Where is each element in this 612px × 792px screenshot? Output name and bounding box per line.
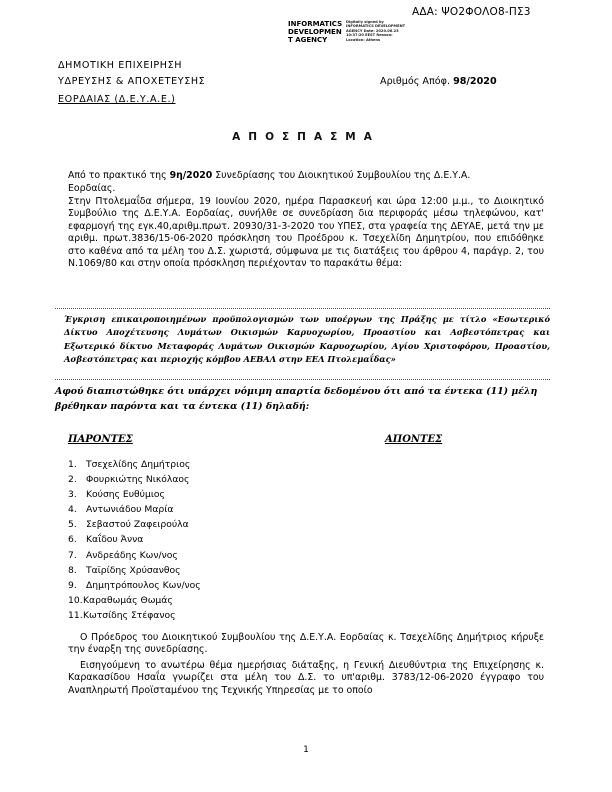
decision-number-label: Αριθμός Απόφ. xyxy=(380,76,451,87)
member-name: Δημητρόπουλος Κων/νος xyxy=(86,579,201,591)
list-item xyxy=(68,593,201,608)
ada-code: ΑΔΑ: ΨΟ2ΦΟΛΟ8-ΠΣ3 xyxy=(412,6,531,18)
list-item xyxy=(68,548,201,563)
member-name: Ανδρεάδης Κων/νος xyxy=(86,549,178,561)
document-title: ΑΠΟΣΠΑΣΜΑ xyxy=(232,131,380,143)
org-name-line-1: ΔΗΜΟΤΙΚΗ ΕΠΙΧΕΙΡΗΣΗ xyxy=(58,60,183,71)
stamp-detail-text: Digitally signed by INFORMATICS DEVELOPMENT AGENCY Date: 2020.06.23 10:37:20 EEST Reason: Location: Athens xyxy=(346,20,406,42)
member-number: 7. xyxy=(68,549,77,561)
list-item xyxy=(68,578,201,593)
member-number: 9. xyxy=(68,579,77,591)
member-number: 3. xyxy=(68,489,77,501)
quorum-statement: Αφού διαπιστώθηκε ότι υπάρχει νόμιμη απαρτία δεδομένου ότι από τα έντεκα (11) μέλη βρέθηκαν παρόντα και τα έντεκα (11) δηλαδή: xyxy=(55,386,538,412)
list-item xyxy=(68,563,201,578)
intro-text: Από το πρακτικό της xyxy=(68,170,170,181)
member-name: Καραθωμάς Θωμάς xyxy=(83,594,173,606)
list-item xyxy=(68,532,201,547)
list-item xyxy=(68,502,201,517)
member-number: 2. xyxy=(68,474,77,486)
org-name-line-3: ΕΟΡΔΑΙΑΣ (Δ.Ε.Υ.Α.Ε.) xyxy=(58,94,176,105)
member-name: Ταϊρίδης Χρύσανθος xyxy=(86,564,181,576)
list-item xyxy=(68,487,201,502)
decision-number xyxy=(380,76,497,87)
present-heading: ΠΑΡΟΝΤΕΣ xyxy=(68,434,133,445)
intro-text: Συνεδρίασης του Διοικητικού Συμβουλίου της Δ.Ε.Υ.Α. xyxy=(212,170,471,181)
dotted-divider xyxy=(55,379,550,380)
list-item xyxy=(68,457,201,472)
member-number: 8. xyxy=(68,564,77,576)
agenda-subject: Έγκριση επικαιροποιημένων προϋπολογισμών των υποέργων της Πράξης με τίτλο «Εσωτερικό Δίκτυο Αποχέτευσης Λυμάτων Οικισμών Καρυοχωρίου, Προαστίου και Ασβεστόπετρας και Εξωτερικό δίκτυο Μεταφοράς Λυμάτων Οικισμών Καρυοχωρίου, Αγίου Χριστοφόρου, Προαστίου, Ασβεστόπετρας και περιοχής κόμβου ΑΕΒΑΛ στην ΕΕΛ Πτολεμαΐδας» xyxy=(64,314,550,365)
member-number: 1. xyxy=(68,459,77,470)
list-item xyxy=(68,472,201,487)
org-name-line-2: ΥΔΡΕΥΣΗΣ & ΑΠΟΧΕΤΕΥΣΗΣ xyxy=(58,76,206,87)
member-number: 11. xyxy=(68,609,83,621)
closing-paragraph-2: Εισηγούμενη το ανωτέρω θέμα ημερήσιας διάταξης, η Γενική Διευθύντρια της Επιχείρησης κ. Καρακασίδου Ησαΐα γνωρίζει στα μέλη του Δ.Σ. το υπ'αριθμ. 3783/12-06-2020 έγγραφο του Αναπληρωτή Προϊσταμένου της Τεχνικής Υπηρεσίας με το οποίο xyxy=(68,660,544,696)
list-item xyxy=(68,608,201,623)
list-item xyxy=(68,517,201,532)
member-number: 10. xyxy=(68,594,83,606)
stamp-line: T AGENCY xyxy=(288,36,328,44)
stamp-line: DEVELOPMEN xyxy=(288,28,342,36)
member-number: 6. xyxy=(68,534,77,546)
member-name: Καΐδου Άννα xyxy=(86,534,144,546)
present-members-list xyxy=(68,457,201,623)
member-name: Σεβαστού Ζαφειρούλα xyxy=(86,519,189,531)
member-name: Τσεχελίδης Δημήτριος xyxy=(86,459,191,470)
intro-line-2: Εορδαίας. xyxy=(68,183,116,194)
member-name: Φουρκιώτης Νικόλαος xyxy=(86,474,190,486)
member-name: Κούσης Ευθύμιος xyxy=(86,489,165,501)
intro-line-1 xyxy=(68,170,470,182)
dotted-divider xyxy=(55,308,550,309)
stamp-line: INFORMATICS xyxy=(288,20,343,28)
closing-paragraph-1: Ο Πρόεδρος του Διοικητικού Συμβουλίου της Δ.Ε.Υ.Α. Εορδαίας κ. Τσεχελίδης Δημήτριος κήρυξε την έναρξη της συνεδρίασης. xyxy=(68,632,544,656)
page-number: 1 xyxy=(303,745,309,755)
member-number: 4. xyxy=(68,504,77,516)
intro-body: Στην Πτολεμαΐδα σήμερα, 19 Ιουνίου 2020, ημέρα Παρασκευή και ώρα 12:00 μ.μ., το Διοικητικό Συμβούλιο της Δ.Ε.Υ.Α. Εορδαίας, συνήλθε σε συνεδρίαση δια περιφοράς μέσω τηλεφώνου, κατ' εφαρμογή της εγκ.40,αριθμ.πρωτ. 20930/31-3-2020 του ΥΠΕΣ, στα γραφεία της ΔΕΥΑΕ, μετά την με αριθμ. πρωτ.3836/15-06-2020 πρόσκληση του Προέδρου κ. Τσεχελίδη Δημητρίου, που επιδόθηκε στο καθένα από τα μέλη του Δ.Σ. χωριστά, σύμφωνα με τις διατάξεις του άρθρου 4, παράγρ. 2, του Ν.1069/80 και στην οποία πρόσκληση περιέχονταν το παρακάτω θέμα: xyxy=(68,196,544,270)
member-number: 5. xyxy=(68,519,77,531)
member-name: Κωτσίδης Στέφανος xyxy=(83,609,176,621)
decision-number-value: 98/2020 xyxy=(453,76,497,87)
member-name: Αντωνιάδου Μαρία xyxy=(86,504,174,516)
session-number: 9η/2020 xyxy=(169,170,213,181)
absent-heading: ΑΠΟΝΤΕΣ xyxy=(385,434,443,445)
